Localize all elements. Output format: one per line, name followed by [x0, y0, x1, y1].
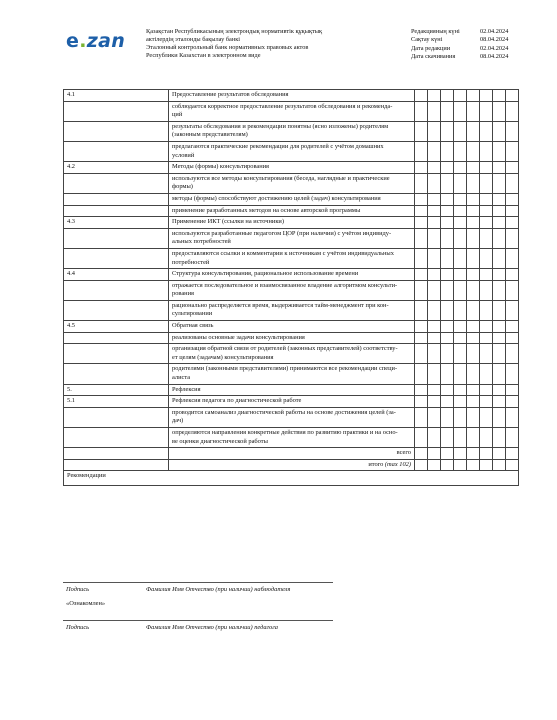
criterion-number [64, 364, 169, 384]
score-cell[interactable] [506, 459, 519, 471]
meta-value: 08.04.2024 [480, 36, 509, 44]
score-cell[interactable] [415, 384, 428, 396]
score-cell[interactable] [428, 300, 441, 320]
score-cell[interactable] [441, 384, 454, 396]
score-cell[interactable] [493, 173, 506, 193]
table-row [64, 193, 519, 205]
score-cell[interactable] [428, 248, 441, 268]
score-cell[interactable] [480, 396, 493, 408]
criterion-number [64, 428, 169, 448]
ezan-logo[interactable] [66, 30, 125, 52]
score-cell[interactable] [467, 162, 480, 174]
logo-zan: zan [86, 30, 126, 52]
criterion-title: Применение ИКТ (ссылки на источники) [169, 217, 415, 229]
score-cell[interactable] [428, 101, 441, 121]
score-cell[interactable] [428, 396, 441, 408]
criterion-number [64, 300, 169, 320]
table-row [64, 141, 519, 161]
score-cell[interactable] [480, 121, 493, 141]
criterion-number [64, 407, 169, 427]
table-row [64, 396, 519, 408]
score-cell[interactable] [493, 321, 506, 333]
criterion-title: Обратная связь [169, 321, 415, 333]
score-cell[interactable] [415, 332, 428, 344]
empty-cell [64, 459, 169, 471]
criterion-number [64, 205, 169, 217]
score-cell[interactable] [506, 364, 519, 384]
score-cell[interactable] [454, 141, 467, 161]
score-cell[interactable] [493, 141, 506, 161]
score-cell[interactable] [467, 269, 480, 281]
score-cell[interactable] [454, 269, 467, 281]
score-cell[interactable] [493, 396, 506, 408]
indicator-text: проводится самоанализ диагностической работы на основе достижения целей (за- дач) [169, 407, 415, 427]
score-cell[interactable] [415, 228, 428, 248]
score-cell[interactable] [441, 90, 454, 102]
table-row [64, 280, 519, 300]
score-cell[interactable] [480, 428, 493, 448]
score-cell[interactable] [441, 321, 454, 333]
score-cell[interactable] [480, 448, 493, 460]
score-cell[interactable] [415, 428, 428, 448]
score-cell[interactable] [467, 448, 480, 460]
score-cell[interactable] [493, 448, 506, 460]
table-row [64, 121, 519, 141]
score-cell[interactable] [428, 141, 441, 161]
criterion-number: 4.5 [64, 321, 169, 333]
table-row [64, 101, 519, 121]
table-row [64, 162, 519, 174]
score-cell[interactable] [415, 300, 428, 320]
score-cell[interactable] [467, 459, 480, 471]
score-cell[interactable] [415, 280, 428, 300]
score-cell[interactable] [506, 101, 519, 121]
criterion-number [64, 101, 169, 121]
score-cell[interactable] [506, 384, 519, 396]
score-cell[interactable] [441, 448, 454, 460]
org-line: Эталонный контрольный банк нормативных правовых актов [146, 44, 309, 51]
score-cell[interactable] [415, 364, 428, 384]
score-cell[interactable] [454, 300, 467, 320]
score-cell[interactable] [454, 217, 467, 229]
score-cell[interactable] [428, 162, 441, 174]
score-cell[interactable] [428, 384, 441, 396]
table-row [64, 228, 519, 248]
table-row [64, 407, 519, 427]
score-cell[interactable] [480, 332, 493, 344]
acknowledged-label: «Ознакомлен» [66, 600, 106, 607]
score-cell[interactable] [454, 90, 467, 102]
score-cell[interactable] [467, 384, 480, 396]
score-cell[interactable] [493, 90, 506, 102]
score-cell[interactable] [441, 217, 454, 229]
meta-row [411, 53, 531, 61]
score-cell[interactable] [441, 407, 454, 427]
score-cell[interactable] [441, 121, 454, 141]
score-cell[interactable] [480, 280, 493, 300]
score-cell[interactable] [480, 101, 493, 121]
score-cell[interactable] [480, 90, 493, 102]
criterion-number: 4.3 [64, 217, 169, 229]
score-cell[interactable] [493, 193, 506, 205]
meta-label: Дата скачивания [411, 53, 456, 61]
score-cell[interactable] [493, 407, 506, 427]
criterion-number [64, 344, 169, 364]
score-cell[interactable] [454, 407, 467, 427]
score-cell[interactable] [506, 428, 519, 448]
score-cell[interactable] [415, 269, 428, 281]
table-row [64, 364, 519, 384]
score-cell[interactable] [506, 269, 519, 281]
score-cell[interactable] [441, 396, 454, 408]
indicator-text: используются разработанные педагогом ЦОР (при наличии) с учётом индивиду- альных потребностей [169, 228, 415, 248]
score-cell[interactable] [506, 141, 519, 161]
score-cell[interactable] [428, 364, 441, 384]
score-cell[interactable] [454, 321, 467, 333]
table-row [64, 248, 519, 268]
score-cell[interactable] [428, 205, 441, 217]
score-cell[interactable] [467, 193, 480, 205]
indicator-text: применение разработанных методов на основе авторской программы [169, 205, 415, 217]
criterion-number: 4.2 [64, 162, 169, 174]
score-cell[interactable] [467, 141, 480, 161]
org-line: Республики Казахстан в электронном виде [146, 52, 261, 59]
logo-dot: . [79, 30, 87, 52]
score-cell[interactable] [467, 300, 480, 320]
indicator-text: родителями (законными представителями) принимаются все рекомендации специ- алиста [169, 364, 415, 384]
score-cell[interactable] [467, 101, 480, 121]
table-row [64, 384, 519, 396]
table-row [64, 269, 519, 281]
score-cell[interactable] [428, 459, 441, 471]
score-cell[interactable] [428, 173, 441, 193]
score-cell[interactable] [428, 448, 441, 460]
score-cell[interactable] [441, 428, 454, 448]
teacher-name-label: Фамилия Имя Отчество (при наличии) педагога [146, 624, 278, 631]
indicator-text: соблюдается корректное предоставление результатов обследования и рекоменда- ций [169, 101, 415, 121]
criterion-title: Рефлексия педагога по диагностической работе [169, 396, 415, 408]
score-cell[interactable] [506, 228, 519, 248]
criterion-title: Методы (формы) консультирования [169, 162, 415, 174]
score-cell[interactable] [415, 407, 428, 427]
score-cell[interactable] [467, 173, 480, 193]
criterion-number [64, 248, 169, 268]
score-cell[interactable] [467, 248, 480, 268]
organization-name [146, 28, 396, 60]
score-cell[interactable] [441, 364, 454, 384]
score-cell[interactable] [480, 407, 493, 427]
score-cell[interactable] [415, 459, 428, 471]
score-cell[interactable] [467, 407, 480, 427]
table-row [64, 205, 519, 217]
criterion-number [64, 280, 169, 300]
score-cell[interactable] [454, 162, 467, 174]
score-cell[interactable] [415, 396, 428, 408]
meta-label: Сақтау күні [411, 36, 443, 44]
score-cell[interactable] [480, 248, 493, 268]
score-cell[interactable] [506, 396, 519, 408]
score-cell[interactable] [415, 90, 428, 102]
score-cell[interactable] [506, 332, 519, 344]
indicator-text: реализованы основные задачи консультирования [169, 332, 415, 344]
score-cell[interactable] [480, 269, 493, 281]
score-cell[interactable] [493, 248, 506, 268]
score-cell[interactable] [506, 300, 519, 320]
indicator-text: определяются направления конкретные действия по развитию практики и на осно- ве оценки диагностической работы [169, 428, 415, 448]
score-cell[interactable] [441, 280, 454, 300]
document-dates [411, 28, 531, 62]
score-cell[interactable] [454, 121, 467, 141]
indicator-text: отражается последовательное и взаимосвязанное владение алгоритмом консульти- рования [169, 280, 415, 300]
score-cell[interactable] [441, 141, 454, 161]
score-cell[interactable] [415, 162, 428, 174]
score-cell[interactable] [506, 217, 519, 229]
org-line: Қазақстан Республикасының электрондық нормативтік құқықтық [146, 28, 323, 35]
meta-row [411, 36, 531, 44]
score-cell[interactable] [493, 384, 506, 396]
table-row [64, 321, 519, 333]
document-header [0, 0, 557, 80]
score-cell[interactable] [415, 101, 428, 121]
score-cell[interactable] [454, 248, 467, 268]
teacher-signature-line [63, 620, 333, 621]
table-row [64, 90, 519, 102]
score-cell[interactable] [480, 217, 493, 229]
meta-value: 08.04.2024 [480, 53, 509, 61]
score-cell[interactable] [441, 332, 454, 344]
criterion-number [64, 332, 169, 344]
score-cell[interactable] [480, 141, 493, 161]
score-cell[interactable] [506, 90, 519, 102]
score-cell[interactable] [480, 300, 493, 320]
table-row [64, 217, 519, 229]
score-cell[interactable] [480, 205, 493, 217]
score-cell[interactable] [467, 280, 480, 300]
score-cell[interactable] [441, 162, 454, 174]
score-cell[interactable] [493, 205, 506, 217]
indicator-text: результаты обследования и рекомендации понятны (ясно изложены) родителям (законным представителям) [169, 121, 415, 141]
score-cell[interactable] [480, 173, 493, 193]
score-cell[interactable] [454, 384, 467, 396]
score-cell[interactable] [428, 90, 441, 102]
criterion-number [64, 141, 169, 161]
score-cell[interactable] [467, 428, 480, 448]
indicator-text: методы (формы) способствуют достижению целей (задач) консультирования [169, 193, 415, 205]
score-cell[interactable] [441, 173, 454, 193]
score-cell[interactable] [506, 280, 519, 300]
score-cell[interactable] [415, 205, 428, 217]
score-cell[interactable] [493, 428, 506, 448]
score-cell[interactable] [467, 396, 480, 408]
score-cell[interactable] [454, 173, 467, 193]
score-cell[interactable] [454, 280, 467, 300]
score-cell[interactable] [480, 459, 493, 471]
recommendations-row [64, 471, 519, 486]
score-cell[interactable] [493, 332, 506, 344]
criterion-number: 5.1 [64, 396, 169, 408]
score-cell[interactable] [415, 248, 428, 268]
score-cell[interactable] [467, 121, 480, 141]
score-cell[interactable] [480, 162, 493, 174]
score-cell[interactable] [428, 121, 441, 141]
score-cell[interactable] [506, 121, 519, 141]
observer-signature-label: Подпись [66, 586, 90, 593]
score-cell[interactable] [415, 121, 428, 141]
table-row [64, 428, 519, 448]
score-cell[interactable] [467, 344, 480, 364]
score-cell[interactable] [415, 321, 428, 333]
teacher-signature-label: Подпись [66, 624, 90, 631]
score-cell[interactable] [454, 193, 467, 205]
total-row [64, 448, 519, 460]
criterion-title: Рефлексия [169, 384, 415, 396]
grand-total-max: (max 102) [384, 460, 411, 468]
recommendations-label[interactable]: Рекомендации [64, 471, 519, 486]
criterion-number: 4.1 [64, 90, 169, 102]
score-cell[interactable] [493, 121, 506, 141]
score-cell[interactable] [467, 228, 480, 248]
meta-row [411, 28, 531, 36]
score-cell[interactable] [415, 217, 428, 229]
score-cell[interactable] [467, 205, 480, 217]
score-cell[interactable] [441, 344, 454, 364]
score-cell[interactable] [506, 344, 519, 364]
score-cell[interactable] [441, 459, 454, 471]
meta-row [411, 45, 531, 53]
score-cell[interactable] [441, 205, 454, 217]
score-cell[interactable] [467, 90, 480, 102]
score-cell[interactable] [454, 228, 467, 248]
meta-label: Редакцияның күні [411, 28, 460, 35]
score-cell[interactable] [454, 101, 467, 121]
score-cell[interactable] [467, 217, 480, 229]
score-cell[interactable] [441, 228, 454, 248]
score-cell[interactable] [428, 332, 441, 344]
indicator-text: предоставляются ссылки и комментарии к источникам с учётом индивидуальных потребностей [169, 248, 415, 268]
score-cell[interactable] [454, 428, 467, 448]
criterion-number: 5. [64, 384, 169, 396]
observer-name-label: Фамилия Имя Отчество (при наличии) наблюдателя [146, 586, 291, 593]
grand-total-cell [169, 459, 415, 471]
score-cell[interactable] [480, 344, 493, 364]
score-cell[interactable] [428, 321, 441, 333]
score-cell[interactable] [506, 205, 519, 217]
score-cell[interactable] [428, 228, 441, 248]
indicator-text: организация обратной связи от родителей (законных представителей) соответству- ет целям (задачам) консультирования [169, 344, 415, 364]
score-cell[interactable] [467, 321, 480, 333]
score-cell[interactable] [493, 364, 506, 384]
score-cell[interactable] [428, 344, 441, 364]
score-cell[interactable] [428, 269, 441, 281]
criterion-number [64, 193, 169, 205]
logo-e: e [66, 30, 80, 52]
score-cell[interactable] [454, 205, 467, 217]
score-cell[interactable] [454, 448, 467, 460]
score-cell[interactable] [480, 193, 493, 205]
score-cell[interactable] [454, 332, 467, 344]
score-cell[interactable] [480, 384, 493, 396]
empty-cell [64, 448, 169, 460]
meta-value: 02.04.2024 [480, 28, 509, 35]
score-cell[interactable] [415, 344, 428, 364]
table-row [64, 300, 519, 320]
score-cell[interactable] [493, 344, 506, 364]
table-row [64, 173, 519, 193]
score-cell[interactable] [506, 162, 519, 174]
score-cell[interactable] [441, 300, 454, 320]
score-cell[interactable] [506, 248, 519, 268]
criterion-number [64, 228, 169, 248]
score-cell[interactable] [506, 407, 519, 427]
table-row [64, 332, 519, 344]
score-cell[interactable] [506, 193, 519, 205]
score-cell[interactable] [428, 407, 441, 427]
total-label: всего [169, 448, 415, 460]
evaluation-table [63, 89, 519, 486]
table-row [64, 344, 519, 364]
indicator-text: предлагаются практические рекомендации для родителей с учётом домашних условий [169, 141, 415, 161]
score-cell[interactable] [428, 280, 441, 300]
score-cell[interactable] [454, 396, 467, 408]
org-line: актілердің эталонды бақылау банкі [146, 36, 241, 43]
score-cell[interactable] [493, 269, 506, 281]
score-cell[interactable] [493, 300, 506, 320]
indicator-text: рационально распределяется время, выдерживается тайм-менеджмент при кон- сультировании [169, 300, 415, 320]
score-cell[interactable] [493, 459, 506, 471]
score-cell[interactable] [480, 321, 493, 333]
score-cell[interactable] [441, 269, 454, 281]
score-cell[interactable] [415, 448, 428, 460]
score-cell[interactable] [493, 217, 506, 229]
score-cell[interactable] [480, 228, 493, 248]
observer-signature-line [63, 582, 333, 583]
criterion-number: 4.4 [64, 269, 169, 281]
meta-value: 02.04.2024 [480, 44, 509, 52]
score-cell[interactable] [441, 248, 454, 268]
score-cell[interactable] [428, 217, 441, 229]
score-cell[interactable] [506, 448, 519, 460]
score-cell[interactable] [467, 332, 480, 344]
score-cell[interactable] [480, 364, 493, 384]
score-cell[interactable] [441, 101, 454, 121]
score-cell[interactable] [441, 193, 454, 205]
score-cell[interactable] [467, 364, 480, 384]
grand-total-prefix: итого [368, 460, 385, 468]
score-cell[interactable] [428, 428, 441, 448]
score-cell[interactable] [506, 321, 519, 333]
score-cell[interactable] [493, 280, 506, 300]
score-cell[interactable] [428, 193, 441, 205]
score-cell[interactable] [493, 228, 506, 248]
score-cell[interactable] [454, 459, 467, 471]
criterion-title: Структура консультирования, рациональное использование времени [169, 269, 415, 281]
score-cell[interactable] [454, 364, 467, 384]
criterion-number [64, 121, 169, 141]
score-cell[interactable] [415, 173, 428, 193]
grand-total-row [64, 459, 519, 471]
score-cell[interactable] [415, 141, 428, 161]
score-cell[interactable] [506, 173, 519, 193]
criterion-title: Предоставление результатов обследования [169, 90, 415, 102]
score-cell[interactable] [415, 193, 428, 205]
score-cell[interactable] [493, 101, 506, 121]
score-cell[interactable] [493, 162, 506, 174]
criterion-number [64, 173, 169, 193]
meta-label: Дата редакции [411, 44, 451, 52]
score-cell[interactable] [454, 344, 467, 364]
indicator-text: используются все методы консультирования (беседа, наглядные и практические формы) [169, 173, 415, 193]
